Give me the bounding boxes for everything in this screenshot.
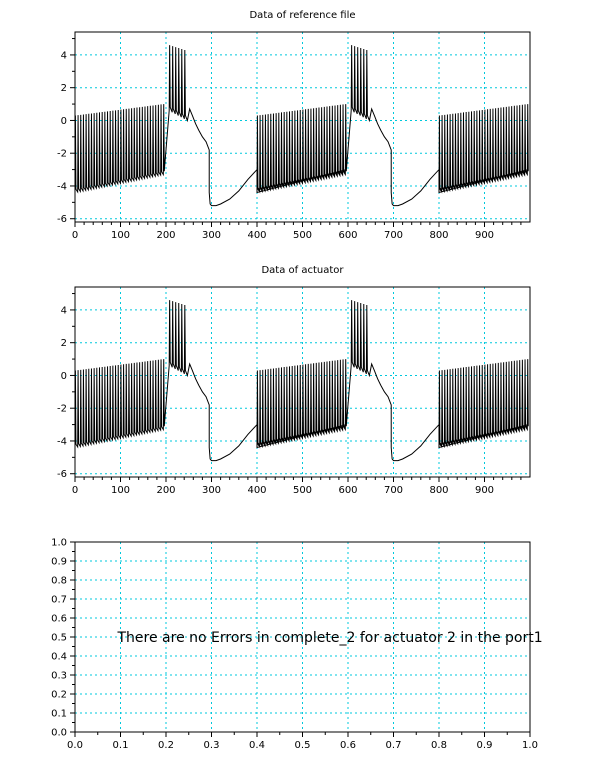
y-tick-label: 2 xyxy=(60,338,67,350)
y-tick-label: 0.4 xyxy=(51,651,67,663)
y-tick-label: -4 xyxy=(57,181,67,193)
x-tick-label: 0.3 xyxy=(203,740,220,751)
y-tick-label: 0 xyxy=(60,370,67,382)
y-tick-label: 4 xyxy=(60,50,67,62)
x-tick-label: 700 xyxy=(383,485,404,496)
x-tick-label: 0.2 xyxy=(158,740,174,751)
y-tick-label: 0.3 xyxy=(51,670,67,682)
x-tick-label: 900 xyxy=(474,485,495,496)
chart-title: Data of actuator xyxy=(261,265,344,276)
y-tick-label: 0.9 xyxy=(51,556,67,568)
x-tick-label: 0.7 xyxy=(385,740,402,751)
x-tick-label: 0.4 xyxy=(249,740,265,751)
x-tick-label: 1.0 xyxy=(522,740,538,751)
x-tick-label: 0.0 xyxy=(67,740,83,751)
x-tick-label: 500 xyxy=(292,485,313,496)
y-tick-label: 0.8 xyxy=(51,575,67,587)
x-tick-label: 0.9 xyxy=(476,740,493,751)
x-tick-label: 800 xyxy=(429,230,449,241)
x-tick-label: 0 xyxy=(71,230,79,241)
x-tick-label: 500 xyxy=(292,230,313,241)
x-tick-label: 200 xyxy=(156,485,176,496)
x-tick-label: 0 xyxy=(71,485,79,496)
x-tick-label: 600 xyxy=(338,230,358,241)
x-tick-label: 100 xyxy=(110,485,131,496)
x-tick-label: 0.8 xyxy=(431,740,447,751)
status-message: There are no Errors in complete_2 for actuator 2 in the port1 xyxy=(117,630,543,646)
x-tick-label: 0.6 xyxy=(340,740,356,751)
chart-1 xyxy=(57,10,530,241)
x-tick-label: 400 xyxy=(247,485,267,496)
y-tick-label: 0.6 xyxy=(51,613,67,625)
x-tick-label: 600 xyxy=(338,485,358,496)
x-tick-label: 200 xyxy=(156,230,176,241)
x-tick-label: 900 xyxy=(474,230,495,241)
x-tick-label: 0.1 xyxy=(112,740,129,751)
y-tick-label: -6 xyxy=(57,214,67,226)
y-tick-label: 0.1 xyxy=(51,708,67,720)
chart-title: Data of reference file xyxy=(249,10,356,21)
x-tick-label: 300 xyxy=(201,485,222,496)
x-tick-label: 300 xyxy=(201,230,222,241)
chart-3 xyxy=(51,538,543,752)
y-tick-label: 0.5 xyxy=(51,632,67,644)
y-tick-label: -2 xyxy=(57,148,67,160)
y-tick-label: -4 xyxy=(57,436,67,448)
chart-2 xyxy=(57,265,530,496)
x-tick-label: 100 xyxy=(110,230,131,241)
y-tick-label: 0 xyxy=(60,115,67,127)
y-tick-label: 2 xyxy=(60,83,67,95)
y-tick-label: -6 xyxy=(57,469,67,481)
x-tick-label: 0.5 xyxy=(294,740,311,751)
x-tick-label: 700 xyxy=(383,230,404,241)
y-tick-label: 0.7 xyxy=(51,594,67,606)
y-tick-label: 0.0 xyxy=(51,727,67,739)
x-tick-label: 800 xyxy=(429,485,449,496)
x-tick-label: 400 xyxy=(247,230,267,241)
y-tick-label: 4 xyxy=(60,305,67,317)
y-tick-label: 0.2 xyxy=(51,689,67,701)
y-tick-label: -2 xyxy=(57,403,67,415)
y-tick-label: 1.0 xyxy=(51,537,67,549)
